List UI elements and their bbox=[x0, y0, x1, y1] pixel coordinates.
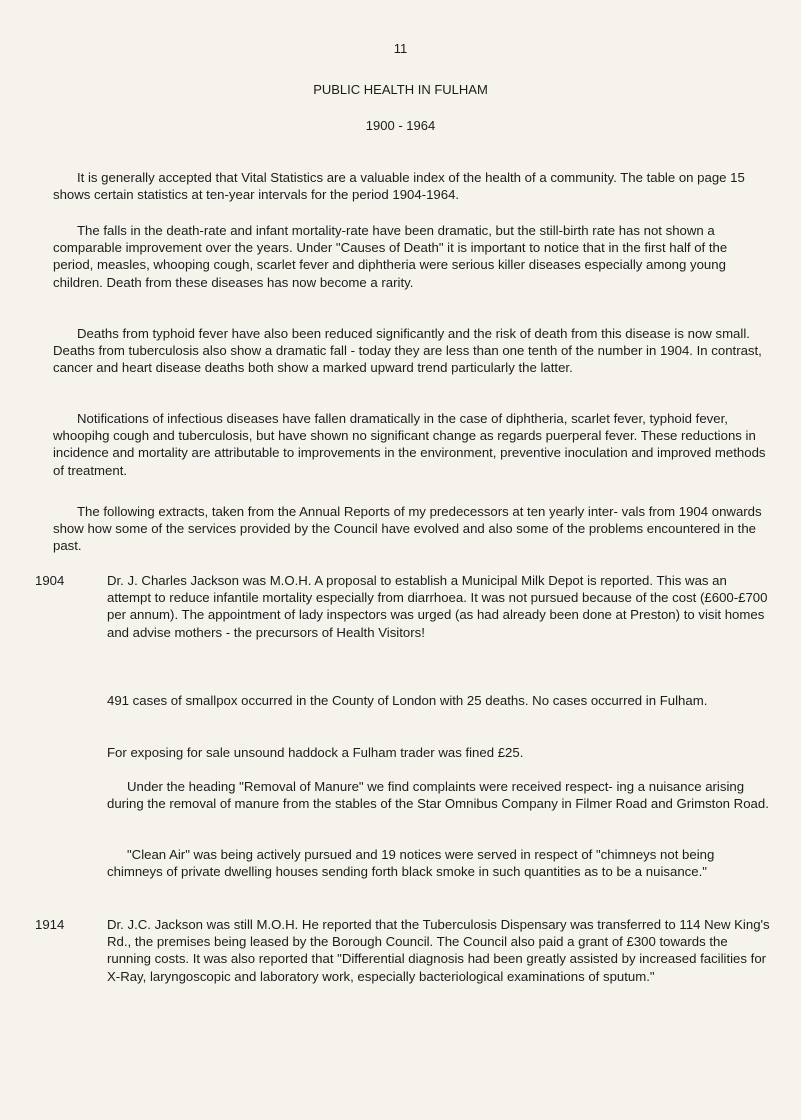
entry-1904-block: 491 cases of smallpox occurred in the County of London with 25 deaths. No cases occurred in Fulham. bbox=[107, 693, 708, 708]
entry-1904-block: For exposing for sale unsound haddock a Fulham trader was fined £25. bbox=[107, 745, 524, 760]
paragraph-notifications: Notifications of infectious diseases have fallen dramatically in the case of diphtheria, scarlet fever, typhoid fever, whoopihg cough and tuberculosis, but have shown no significant change as regards puerperal fever. These reductions in incidence and mortality are attributable to improvements in the environment, preventive inoculation and improved methods of treatment. bbox=[53, 411, 766, 478]
paragraph-death-rates: The falls in the death-rate and infant mortality-rate have been dramatic, but the still-birth rate has not shown a comparable improvement over the years. Under "Causes of Death" it is important to notice that in the first half of the period, measles, whooping cough, scarlet fever and diphtheria were serious killer diseases especially among young children. Death from these diseases has now become a rarity. bbox=[53, 223, 728, 290]
entry-1904-block: Dr. J. Charles Jackson was M.O.H. A proposal to establish a Municipal Milk Depot is reported. This was an attempt to reduce infantile mortality especially from diarrhoea. It was not pursued because of the cost (£600-£700 per annum). The appointment of lady inspectors was urged (as had already been done at Preston) to visit homes and advise mothers - the precursors of Health Visitors! bbox=[107, 573, 768, 640]
entry-1904-block: Under the heading "Removal of Manure" we find complaints were received respect- ing a nuisance arising during the removal of manure from the stables of the Star Omnibus Company in Filmer Road and Grimston Road. bbox=[107, 779, 769, 812]
paragraph-intro: It is generally accepted that Vital Statistics are a valuable index of the health of a community. The table on page 15 shows certain statistics at ten-year intervals for the period 1904-1964. bbox=[53, 170, 745, 203]
entry-1914-block: Dr. J.C. Jackson was still M.O.H. He reported that the Tuberculosis Dispensary was transferred to 114 New King's Rd., the premises being leased by the Borough Council. The Council also paid a grant of £300 towards the running costs. It was also reported that "Differential diagnosis had been greatly assisted by increased facilities for X-Ray, laryngoscopic and laboratory work, especially bacteriological examinations of sputum." bbox=[107, 917, 770, 984]
page-subtitle: 1900 - 1964 bbox=[365, 118, 436, 133]
paragraph-typhoid: Deaths from typhoid fever have also been reduced significantly and the risk of death from this disease is now small. Deaths from tuberculosis also show a dramatic fall - today they are less than one tenth of the number in 1904. In contrast, cancer and heart disease deaths both show a marked upward trend particularly the latter. bbox=[53, 326, 762, 376]
page-title: PUBLIC HEALTH IN FULHAM bbox=[313, 82, 488, 97]
page-number: 11 bbox=[393, 41, 408, 56]
paragraph-extracts: The following extracts, taken from the Annual Reports of my predecessors at ten yearly inter- vals from 1904 onwards show how some of the services provided by the Council have evolved and also some of the problems encountered in the past. bbox=[53, 504, 762, 554]
entry-year-1904: 1904 bbox=[35, 573, 65, 588]
entry-1904-block: "Clean Air" was being actively pursued and 19 notices were served in respect of "chimneys not being chimneys of private dwelling houses sending forth black smoke in such quantities as to be a nuisance." bbox=[107, 847, 715, 880]
entry-year-1914: 1914 bbox=[35, 917, 65, 932]
